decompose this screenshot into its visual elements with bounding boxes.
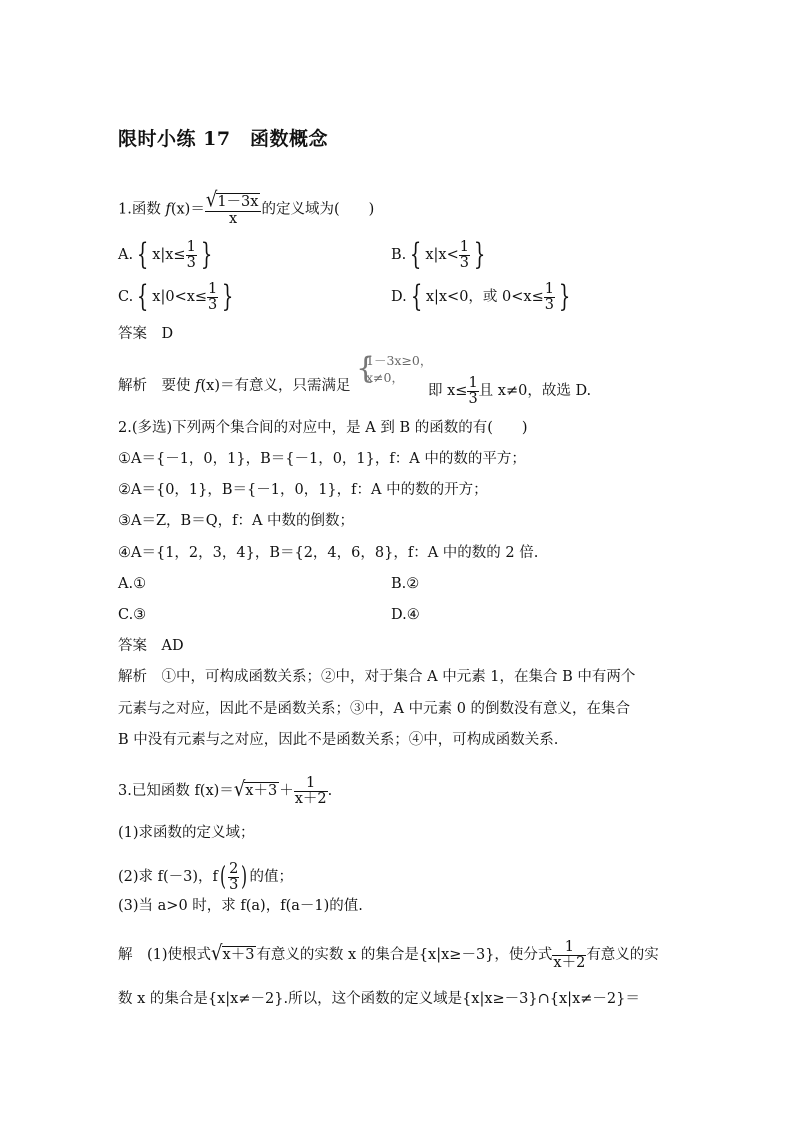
q2-item-4: ④A＝{1，2，3，4}，B＝{2，4，6，8}，f：A 中的数的 2 倍.	[118, 545, 539, 561]
q3-sqrt: x＋3	[245, 783, 278, 799]
q3-sol-a: 解 (1)使根式	[118, 947, 212, 963]
q1-option-d-num: 1	[544, 281, 554, 297]
q3-part-2-num: 2	[229, 861, 239, 877]
q1-exp-fx: (x)＝	[200, 378, 235, 394]
q1-option-b[interactable]: B. { x|x< $\frac{1}{3}$ }	[391, 237, 486, 272]
q3-solution-line1: 解 (1)使根式√x＋3 有意义的实数 x 的集合是{x|x≥－3}，使分式 $\frac{1}{x+2}$ 有意义的实	[118, 939, 659, 971]
q1-stem-suffix: 的定义域为( )	[261, 201, 375, 218]
q3-frac-num: 1	[294, 776, 328, 792]
q3-part-2: (2)求 f(－3)，f( $\frac{2}{3}$ ) 的值；	[118, 861, 293, 893]
q1-explanation-end	[428, 376, 591, 406]
q1-option-c-num: 1	[208, 281, 218, 297]
q3-part-2-prefix: (2)求 f(－3)，f	[118, 869, 218, 885]
q1-option-b-set: x|x<	[425, 247, 459, 263]
q1-option-c[interactable]: C. { x|0<x≤ $\frac{1}{3}$ }	[118, 279, 234, 314]
q1-option-d-den: 3	[544, 296, 554, 313]
q1-stem-x: (x)＝	[170, 201, 205, 218]
q2-option-a[interactable]: A.①	[118, 576, 147, 592]
q1-option-b-num: 1	[459, 239, 469, 255]
q3-sol-b: 有意义的实数 x 的集合是{x|x≥－3}，使分式	[256, 947, 553, 963]
q3-solution-line2: 数 x 的集合是{x|x≠－2}.所以，这个函数的定义域是{x|x≥－3}∩{x|x≠－2}＝	[118, 991, 640, 1007]
q2-explanation-line1: 解析 ①中，可构成函数关系；②中，对于集合 A 中元素 1，在集合 B 中有两个	[118, 669, 636, 685]
q2-item-2: ②A＝{0，1}，B＝{－1，0，1}，f：A 中的数的开方；	[118, 482, 488, 498]
q3-stem-end: .	[327, 783, 333, 799]
q1-option-b-den: 3	[459, 254, 469, 271]
q2-option-c[interactable]: C.③	[118, 607, 147, 623]
q2-answer: 答案 AD	[118, 638, 184, 654]
q1-option-a-label: A.	[118, 247, 134, 263]
q1-stem-f: f	[165, 201, 171, 218]
q1-stem	[118, 188, 375, 227]
q3-stem-prefix: 3.已知函数 f(x)＝	[118, 783, 234, 799]
q1-system-line2: x≠0，	[366, 370, 404, 385]
q3-frac-den: x＋2	[294, 790, 327, 807]
q2-stem: 2.(多选)下列两个集合间的对应中，是 A 到 B 的函数的有( )	[118, 420, 528, 436]
q1-system-brace: {	[356, 351, 376, 386]
q3-part-2-suffix: 的值；	[249, 869, 293, 885]
q3-stem: 3.已知函数 f(x)＝√x＋3 ＋ $\frac{1}{x+2}$ .	[118, 775, 333, 807]
q1-frac-den: x	[229, 211, 238, 227]
q1-exp-mid: 有意义，只需满足	[234, 378, 351, 394]
q1-exp-f: f	[195, 378, 201, 394]
q1-exp-den: 3	[468, 390, 478, 407]
q2-explanation-line3: B 中没有元素与之对应，因此不是函数关系；④中，可构成函数关系.	[118, 732, 559, 748]
q3-part-1: (1)求函数的定义域；	[118, 825, 255, 841]
q3-sol-num: 1	[552, 940, 586, 956]
q1-fraction: $\frac{√1-3x}{x}$	[205, 192, 262, 227]
q3-part-3: (3)当 a>0 时，求 f(a)，f(a－1)的值.	[118, 898, 363, 914]
q3-sol-c: 有意义的实	[586, 947, 659, 963]
q1-option-a-set: x|x≤	[152, 247, 186, 263]
page-title: 限时小练 17 函数概念	[118, 128, 329, 150]
q1-exp-then: 即 x≤	[428, 383, 468, 399]
q3-sol-sqrt: x＋3	[222, 947, 255, 963]
q1-option-a[interactable]: A. { x|x≤ $\frac{1}{3}$ }	[118, 237, 213, 272]
q1-option-c-label: C.	[118, 289, 134, 305]
q1-option-d-set: x|x<0，或 0<x≤	[425, 289, 544, 305]
q1-option-c-den: 3	[208, 296, 218, 313]
q1-answer: 答案 D	[118, 326, 174, 342]
q1-stem-prefix: 1.函数	[118, 201, 166, 218]
q2-option-d[interactable]: D.④	[391, 607, 420, 623]
q2-item-1: ①A＝{－1，0，1}，B＝{－1，0，1}，f：A 中的数的平方；	[118, 451, 526, 467]
q1-option-a-den: 3	[186, 254, 196, 271]
q1-option-c-set: x|0<x≤	[152, 289, 208, 305]
q1-frac-num: 1－3x	[217, 194, 259, 210]
q3-plus: ＋	[279, 783, 294, 799]
q1-option-d[interactable]: D. { x|x<0，或 0<x≤ $\frac{1}{3}$ }	[391, 279, 571, 314]
q1-explanation	[118, 376, 350, 396]
q1-exp-num: 1	[468, 375, 478, 391]
q1-system-line1: 1－3x≥0，	[366, 353, 433, 368]
q1-option-d-label: D.	[391, 289, 407, 305]
q1-option-b-label: B.	[391, 247, 407, 263]
q1-exp-end: 且 x≠0，故选 D.	[478, 383, 592, 399]
q3-sol-den: x＋2	[553, 954, 586, 971]
q3-part-2-den: 3	[229, 876, 239, 893]
q2-option-b[interactable]: B.②	[391, 576, 420, 592]
q2-item-3: ③A＝Z，B＝Q，f：A 中数的倒数；	[118, 513, 355, 529]
q1-exp-prefix: 解析 要使	[118, 378, 196, 394]
q1-system	[356, 352, 432, 386]
q2-explanation-line2: 元素与之对应，因此不是函数关系；③中，A 中元素 0 的倒数没有意义，在集合	[118, 701, 631, 717]
q1-option-a-num: 1	[186, 239, 196, 255]
